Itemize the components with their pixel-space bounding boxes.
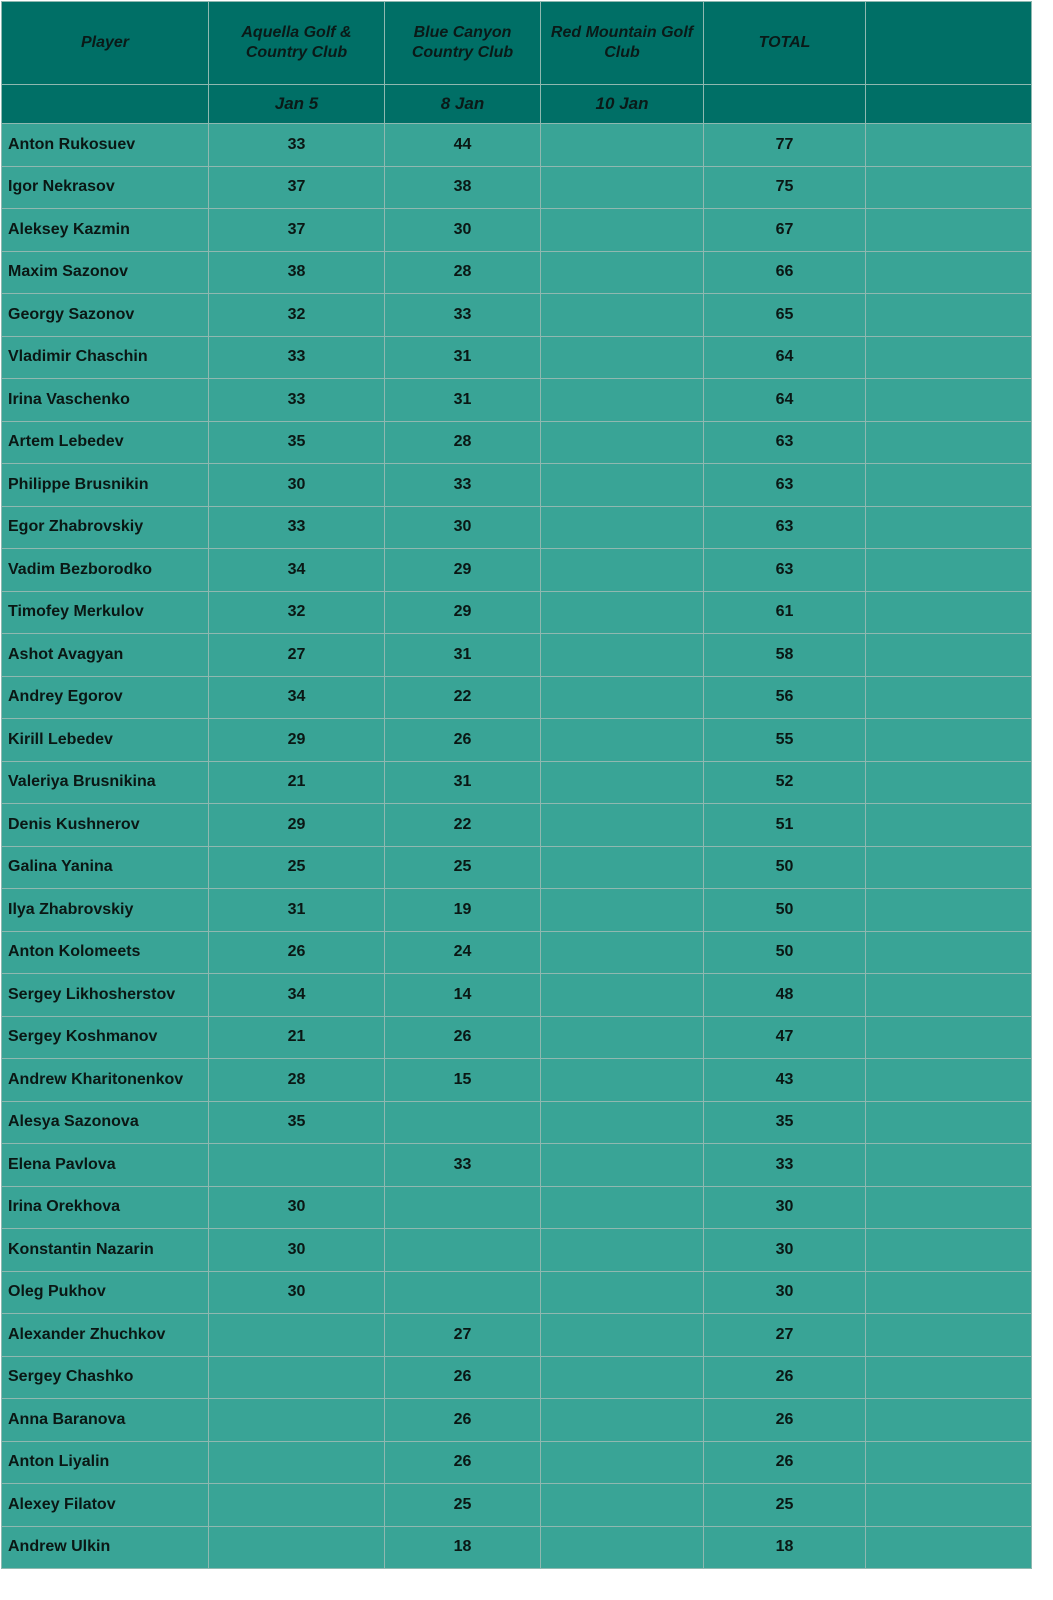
aquella-score: 26: [209, 931, 385, 974]
table-row: [2, 1101, 1032, 1144]
aquella-score: 32: [209, 591, 385, 634]
player-name: Andrew Ulkin: [2, 1526, 209, 1569]
aquella-score: 37: [209, 166, 385, 209]
blue-canyon-score: 30: [385, 506, 541, 549]
total-score: 67: [704, 209, 866, 252]
header-total: TOTAL: [704, 2, 866, 85]
aquella-score: 29: [209, 804, 385, 847]
total-score: 63: [704, 506, 866, 549]
table-row: [2, 1059, 1032, 1102]
aquella-score: [209, 1399, 385, 1442]
red-mountain-score: [541, 1484, 704, 1527]
scores-table: [1, 1, 1032, 1569]
blue-canyon-score: 31: [385, 336, 541, 379]
total-score: 26: [704, 1399, 866, 1442]
aquella-score: 34: [209, 676, 385, 719]
table-row: [2, 931, 1032, 974]
header-blue-canyon: Blue Canyon Country Club: [385, 2, 541, 85]
player-name: Sergey Chashko: [2, 1356, 209, 1399]
total-score: 55: [704, 719, 866, 762]
blue-canyon-score: 26: [385, 1399, 541, 1442]
player-name: Artem Lebedev: [2, 421, 209, 464]
red-mountain-score: [541, 506, 704, 549]
table-row: [2, 1229, 1032, 1272]
player-name: Maxim Sazonov: [2, 251, 209, 294]
total-score: 52: [704, 761, 866, 804]
header-row-dates: [2, 85, 1032, 124]
extra-cell: [866, 464, 1032, 507]
aquella-score: 33: [209, 336, 385, 379]
extra-cell: [866, 1144, 1032, 1187]
red-mountain-score: [541, 549, 704, 592]
player-name: Oleg Pukhov: [2, 1271, 209, 1314]
extra-cell: [866, 1059, 1032, 1102]
extra-cell: [866, 1016, 1032, 1059]
table-row: [2, 974, 1032, 1017]
aquella-score: 35: [209, 1101, 385, 1144]
extra-cell: [866, 1101, 1032, 1144]
table-row: [2, 251, 1032, 294]
player-name: Philippe Brusnikin: [2, 464, 209, 507]
extra-cell: [866, 1526, 1032, 1569]
extra-cell: [866, 761, 1032, 804]
total-score: 26: [704, 1441, 866, 1484]
player-name: Elena Pavlova: [2, 1144, 209, 1187]
blue-canyon-score: 14: [385, 974, 541, 1017]
player-name: Valeriya Brusnikina: [2, 761, 209, 804]
total-score: 50: [704, 889, 866, 932]
red-mountain-score: [541, 1271, 704, 1314]
player-name: Alesya Sazonova: [2, 1101, 209, 1144]
blue-canyon-score: 26: [385, 719, 541, 762]
blue-canyon-score: 24: [385, 931, 541, 974]
total-score: 43: [704, 1059, 866, 1102]
date-empty: [866, 85, 1032, 124]
extra-cell: [866, 1271, 1032, 1314]
total-score: 63: [704, 549, 866, 592]
scores-table-container: [1, 1, 1031, 1569]
extra-cell: [866, 251, 1032, 294]
total-score: 30: [704, 1271, 866, 1314]
extra-cell: [866, 1356, 1032, 1399]
table-row: [2, 1144, 1032, 1187]
total-score: 50: [704, 846, 866, 889]
red-mountain-score: [541, 464, 704, 507]
red-mountain-score: [541, 719, 704, 762]
total-score: 33: [704, 1144, 866, 1187]
extra-cell: [866, 166, 1032, 209]
aquella-score: [209, 1356, 385, 1399]
date-player: [2, 85, 209, 124]
table-row: [2, 379, 1032, 422]
aquella-score: 28: [209, 1059, 385, 1102]
total-score: 63: [704, 421, 866, 464]
player-name: Vadim Bezborodko: [2, 549, 209, 592]
blue-canyon-score: 26: [385, 1016, 541, 1059]
total-score: 77: [704, 124, 866, 167]
aquella-score: 30: [209, 1229, 385, 1272]
blue-canyon-score: 29: [385, 591, 541, 634]
extra-cell: [866, 294, 1032, 337]
table-row: [2, 1016, 1032, 1059]
blue-canyon-score: 31: [385, 379, 541, 422]
table-row: [2, 421, 1032, 464]
total-score: 47: [704, 1016, 866, 1059]
extra-cell: [866, 591, 1032, 634]
header-empty: [866, 2, 1032, 85]
red-mountain-score: [541, 761, 704, 804]
blue-canyon-score: 33: [385, 294, 541, 337]
table-row: [2, 761, 1032, 804]
blue-canyon-score: 22: [385, 676, 541, 719]
aquella-score: 21: [209, 1016, 385, 1059]
total-score: 58: [704, 634, 866, 677]
blue-canyon-score: 28: [385, 251, 541, 294]
red-mountain-score: [541, 1356, 704, 1399]
player-name: Vladimir Chaschin: [2, 336, 209, 379]
total-score: 56: [704, 676, 866, 719]
player-name: Denis Kushnerov: [2, 804, 209, 847]
table-row: [2, 549, 1032, 592]
table-header: [2, 2, 1032, 124]
red-mountain-score: [541, 804, 704, 847]
red-mountain-score: [541, 209, 704, 252]
extra-cell: [866, 1186, 1032, 1229]
total-score: 35: [704, 1101, 866, 1144]
total-score: 63: [704, 464, 866, 507]
blue-canyon-score: 25: [385, 1484, 541, 1527]
blue-canyon-score: 15: [385, 1059, 541, 1102]
player-name: Alexey Filatov: [2, 1484, 209, 1527]
extra-cell: [866, 336, 1032, 379]
extra-cell: [866, 209, 1032, 252]
player-name: Igor Nekrasov: [2, 166, 209, 209]
blue-canyon-score: 25: [385, 846, 541, 889]
table-row: [2, 889, 1032, 932]
blue-canyon-score: 30: [385, 209, 541, 252]
table-row: [2, 1484, 1032, 1527]
aquella-score: [209, 1314, 385, 1357]
red-mountain-score: [541, 166, 704, 209]
aquella-score: 32: [209, 294, 385, 337]
extra-cell: [866, 1484, 1032, 1527]
aquella-score: 33: [209, 379, 385, 422]
total-score: 27: [704, 1314, 866, 1357]
red-mountain-score: [541, 1526, 704, 1569]
player-name: Georgy Sazonov: [2, 294, 209, 337]
player-name: Anton Rukosuev: [2, 124, 209, 167]
header-red-mountain: Red Mountain Golf Club: [541, 2, 704, 85]
extra-cell: [866, 719, 1032, 762]
aquella-score: 30: [209, 1186, 385, 1229]
blue-canyon-score: 27: [385, 1314, 541, 1357]
aquella-score: 38: [209, 251, 385, 294]
red-mountain-score: [541, 124, 704, 167]
red-mountain-score: [541, 889, 704, 932]
aquella-score: 25: [209, 846, 385, 889]
aquella-score: [209, 1484, 385, 1527]
table-row: [2, 591, 1032, 634]
red-mountain-score: [541, 379, 704, 422]
extra-cell: [866, 1229, 1032, 1272]
table-row: [2, 634, 1032, 677]
date-aquella: Jan 5: [209, 85, 385, 124]
blue-canyon-score: 18: [385, 1526, 541, 1569]
extra-cell: [866, 1314, 1032, 1357]
total-score: 51: [704, 804, 866, 847]
header-row-courses: [2, 2, 1032, 85]
aquella-score: 30: [209, 1271, 385, 1314]
aquella-score: 34: [209, 549, 385, 592]
extra-cell: [866, 379, 1032, 422]
table-row: [2, 336, 1032, 379]
player-name: Anton Liyalin: [2, 1441, 209, 1484]
red-mountain-score: [541, 1229, 704, 1272]
blue-canyon-score: 19: [385, 889, 541, 932]
table-row: [2, 124, 1032, 167]
table-row: [2, 1186, 1032, 1229]
player-name: Irina Vaschenko: [2, 379, 209, 422]
table-row: [2, 166, 1032, 209]
table-row: [2, 1399, 1032, 1442]
player-name: Anton Kolomeets: [2, 931, 209, 974]
aquella-score: 31: [209, 889, 385, 932]
blue-canyon-score: 29: [385, 549, 541, 592]
extra-cell: [866, 931, 1032, 974]
red-mountain-score: [541, 336, 704, 379]
player-name: Konstantin Nazarin: [2, 1229, 209, 1272]
aquella-score: [209, 1526, 385, 1569]
total-score: 30: [704, 1186, 866, 1229]
player-name: Anna Baranova: [2, 1399, 209, 1442]
extra-cell: [866, 804, 1032, 847]
red-mountain-score: [541, 931, 704, 974]
table-row: [2, 1271, 1032, 1314]
table-row: [2, 209, 1032, 252]
table-row: [2, 1356, 1032, 1399]
table-row: [2, 804, 1032, 847]
blue-canyon-score: 22: [385, 804, 541, 847]
aquella-score: 37: [209, 209, 385, 252]
player-name: Aleksey Kazmin: [2, 209, 209, 252]
table-row: [2, 676, 1032, 719]
aquella-score: 27: [209, 634, 385, 677]
table-row: [2, 1526, 1032, 1569]
extra-cell: [866, 1399, 1032, 1442]
extra-cell: [866, 549, 1032, 592]
extra-cell: [866, 634, 1032, 677]
red-mountain-score: [541, 1144, 704, 1187]
total-score: 30: [704, 1229, 866, 1272]
extra-cell: [866, 421, 1032, 464]
player-name: Ashot Avagyan: [2, 634, 209, 677]
aquella-score: [209, 1441, 385, 1484]
red-mountain-score: [541, 634, 704, 677]
aquella-score: 35: [209, 421, 385, 464]
player-name: Sergey Likhosherstov: [2, 974, 209, 1017]
player-name: Kirill Lebedev: [2, 719, 209, 762]
blue-canyon-score: 44: [385, 124, 541, 167]
player-name: Alexander Zhuchkov: [2, 1314, 209, 1357]
total-score: 61: [704, 591, 866, 634]
table-row: [2, 719, 1032, 762]
table-row: [2, 294, 1032, 337]
total-score: 75: [704, 166, 866, 209]
total-score: 64: [704, 336, 866, 379]
total-score: 18: [704, 1526, 866, 1569]
aquella-score: 33: [209, 506, 385, 549]
date-red-mountain: 10 Jan: [541, 85, 704, 124]
aquella-score: 21: [209, 761, 385, 804]
red-mountain-score: [541, 1059, 704, 1102]
blue-canyon-score: 33: [385, 1144, 541, 1187]
player-name: Sergey Koshmanov: [2, 1016, 209, 1059]
table-row: [2, 506, 1032, 549]
player-name: Galina Yanina: [2, 846, 209, 889]
aquella-score: 29: [209, 719, 385, 762]
red-mountain-score: [541, 846, 704, 889]
table-row: [2, 1314, 1032, 1357]
header-aquella: Aquella Golf & Country Club: [209, 2, 385, 85]
red-mountain-score: [541, 1399, 704, 1442]
blue-canyon-score: [385, 1271, 541, 1314]
table-row: [2, 1441, 1032, 1484]
blue-canyon-score: 26: [385, 1441, 541, 1484]
extra-cell: [866, 124, 1032, 167]
red-mountain-score: [541, 974, 704, 1017]
blue-canyon-score: [385, 1229, 541, 1272]
red-mountain-score: [541, 251, 704, 294]
extra-cell: [866, 1441, 1032, 1484]
blue-canyon-score: 28: [385, 421, 541, 464]
blue-canyon-score: 33: [385, 464, 541, 507]
player-name: Andrew Kharitonenkov: [2, 1059, 209, 1102]
blue-canyon-score: [385, 1101, 541, 1144]
blue-canyon-score: 31: [385, 634, 541, 677]
red-mountain-score: [541, 1441, 704, 1484]
total-score: 66: [704, 251, 866, 294]
red-mountain-score: [541, 294, 704, 337]
extra-cell: [866, 676, 1032, 719]
extra-cell: [866, 846, 1032, 889]
extra-cell: [866, 889, 1032, 932]
table-row: [2, 846, 1032, 889]
total-score: 65: [704, 294, 866, 337]
aquella-score: [209, 1144, 385, 1187]
red-mountain-score: [541, 1016, 704, 1059]
extra-cell: [866, 974, 1032, 1017]
total-score: 50: [704, 931, 866, 974]
red-mountain-score: [541, 676, 704, 719]
red-mountain-score: [541, 1101, 704, 1144]
red-mountain-score: [541, 1186, 704, 1229]
player-name: Andrey Egorov: [2, 676, 209, 719]
blue-canyon-score: [385, 1186, 541, 1229]
total-score: 64: [704, 379, 866, 422]
extra-cell: [866, 506, 1032, 549]
total-score: 48: [704, 974, 866, 1017]
table-row: [2, 464, 1032, 507]
red-mountain-score: [541, 421, 704, 464]
aquella-score: 34: [209, 974, 385, 1017]
player-name: Irina Orekhova: [2, 1186, 209, 1229]
header-player: Player: [2, 2, 209, 85]
blue-canyon-score: 26: [385, 1356, 541, 1399]
aquella-score: 30: [209, 464, 385, 507]
player-name: Timofey Merkulov: [2, 591, 209, 634]
aquella-score: 33: [209, 124, 385, 167]
date-total: [704, 85, 866, 124]
player-name: Ilya Zhabrovskiy: [2, 889, 209, 932]
blue-canyon-score: 31: [385, 761, 541, 804]
red-mountain-score: [541, 1314, 704, 1357]
table-body: [2, 124, 1032, 1569]
red-mountain-score: [541, 591, 704, 634]
player-name: Egor Zhabrovskiy: [2, 506, 209, 549]
date-blue-canyon: 8 Jan: [385, 85, 541, 124]
total-score: 25: [704, 1484, 866, 1527]
total-score: 26: [704, 1356, 866, 1399]
blue-canyon-score: 38: [385, 166, 541, 209]
